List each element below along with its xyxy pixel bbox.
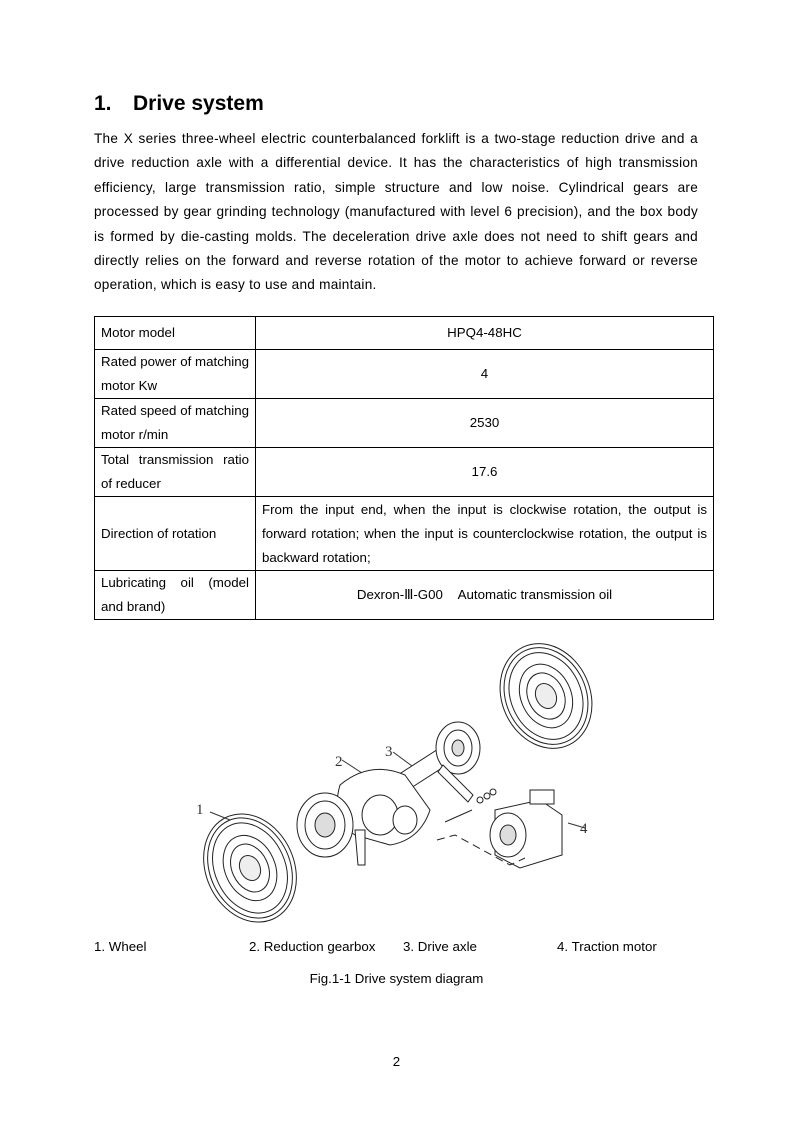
row-label-transmission-ratio: Total transmission ratio of reducer [95,448,256,497]
intro-paragraph: The X series three-wheel electric counterbalanced forklift is a two-stage reduction drive and a drive reduction axle with a differential device. It has the characteristics of high transmission efficiency, large transmission ratio, simple structure and low noise. Cylindrical gears are processed by gear grinding technology (manufactured with level 6 precision), and the box body is formed by die-casting molds. The deceleration drive axle does not need to shift gears and directly relies on the forward and reverse rotation of the motor to achieve forward or reverse operation, which is easy to use and maintain. [94,131,698,293]
callout-2: 2 [335,754,343,770]
callout-4: 4 [580,821,588,837]
row-value-motor-model: HPQ4-48HC [256,317,714,350]
legend-label: Traction motor [571,939,657,954]
traction-motor-icon [490,790,562,868]
table-row [95,497,714,571]
callout-3: 3 [385,744,393,760]
drive-system-diagram [190,640,610,930]
legend-label: Drive axle [417,939,477,954]
section-number: 1. [94,92,112,115]
legend-item-reduction-gearbox [249,939,375,954]
wheel-left-icon [190,799,314,930]
page-number: 2 [392,1054,401,1069]
legend-number: 2. [249,939,261,954]
callout-1: 1 [196,802,204,818]
section-title: Drive system [133,92,264,115]
row-label-rated-speed [95,399,256,448]
table-row [95,571,714,620]
row-label-rated-power [95,350,256,399]
wheel-right-icon [483,640,608,764]
rated-power-label-text: Rated power of matching motor Kw [101,354,249,393]
legend-number: 1. [94,939,106,954]
legend-item-drive-axle [403,939,477,954]
row-value-transmission-ratio: 17.6 [256,448,714,497]
section-heading [94,92,264,116]
row-label-motor-model: Motor model [95,317,256,350]
figure-caption: Fig.1-1 Drive system diagram [309,971,484,986]
row-label-lubricating-oil: Lubricating oil (model and brand) [95,571,256,620]
legend-number: 3. [403,939,415,954]
row-value-rated-speed: 2530 [256,399,714,448]
legend-item-wheel [94,939,147,954]
table-row [95,448,714,497]
legend-label: Reduction gearbox [263,939,376,954]
row-value-direction: From the input end, when the input is clockwise rotation, the output is forward rotation; when the input is counterclockwise rotation, the output is backward rotation; [256,497,714,571]
row-label-direction: Direction of rotation [95,497,256,571]
table-row [95,350,714,399]
legend-item-traction-motor [557,939,657,954]
legend-number: 4. [557,939,569,954]
drive-spec-table [94,316,714,620]
legend-label: Wheel [108,939,147,954]
table-row [95,399,714,448]
table-row [95,317,714,350]
row-value-rated-power: 4 [256,350,714,399]
rated-speed-label-text: Rated speed of matching motor r/min [101,403,249,442]
row-value-lubricating-oil: Dexron-Ⅲ-G00 Automatic transmission oil [256,571,714,620]
